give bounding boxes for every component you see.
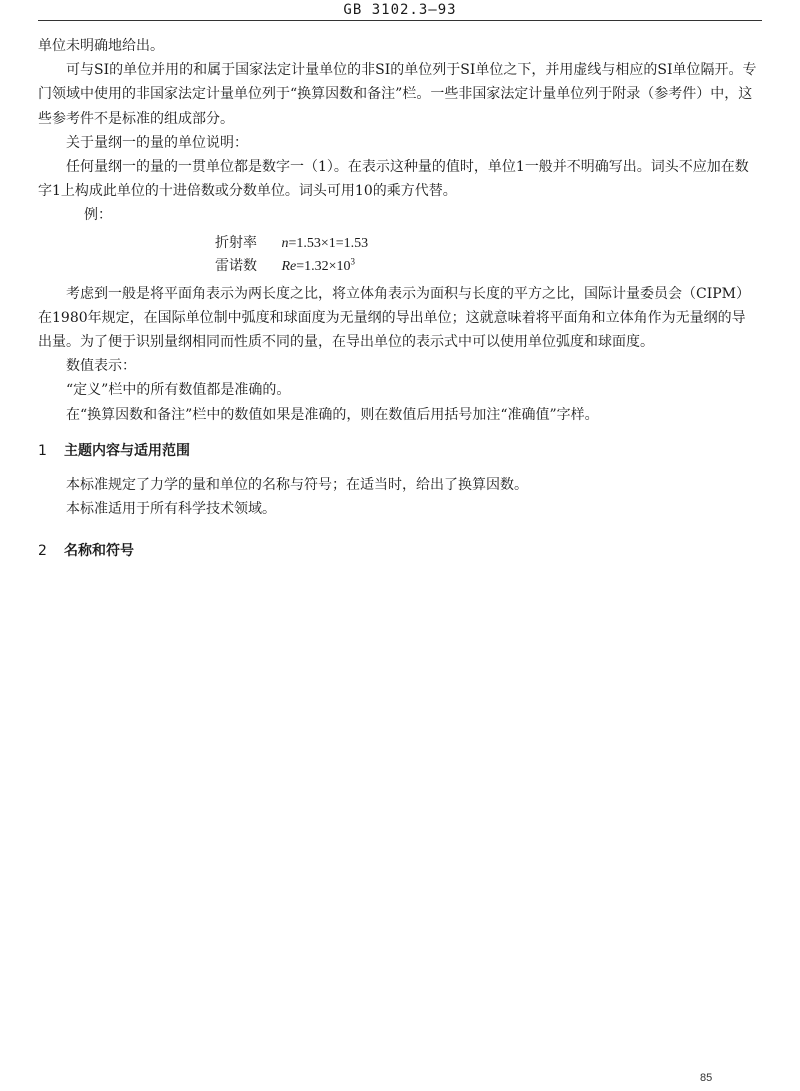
formula-symbol: n	[281, 235, 289, 251]
formula-value: =1.32×10	[296, 258, 351, 274]
formula-name: 雷诺数	[215, 257, 257, 274]
section-1-paragraph-application: 本标准适用于所有科学技术领域。	[66, 501, 276, 518]
section-title: 主题内容与适用范围	[64, 442, 190, 459]
section-2-heading	[38, 539, 758, 563]
header-rule	[38, 20, 762, 21]
formula-refractive-index	[215, 232, 758, 255]
paragraph-definition-exact: “定义”栏中的所有数值都是准确的。	[66, 382, 291, 399]
formula-exponent: 3	[350, 255, 356, 266]
example-formulas	[38, 232, 758, 278]
running-header: GB 3102.3—93	[343, 2, 457, 18]
document-body	[38, 34, 758, 564]
formula-expression	[281, 236, 368, 251]
paragraph-numeric-heading: 数值表示：	[66, 358, 136, 375]
page-number: 85	[700, 1072, 713, 1084]
paragraph-continuation: 单位未明确地给出。	[38, 38, 164, 54]
formula-symbol: Re	[281, 258, 297, 274]
section-1-paragraph-scope: 本标准规定了力学的量和单位的名称与符号；在适当时，给出了换算因数。	[66, 477, 528, 494]
section-1-heading	[38, 439, 758, 463]
section-title: 名称和符号	[64, 543, 134, 560]
section-number: 1	[38, 442, 47, 459]
section-1-body	[38, 473, 758, 521]
example-label: 例：	[84, 207, 112, 224]
formula-name: 折射率	[215, 234, 257, 251]
formula-reynolds-number	[215, 255, 758, 278]
paragraph-dimensionless-heading: 关于量纲一的量的单位说明：	[66, 134, 248, 151]
paragraph-non-si-units: 可与SI的单位并用的和属于国家法定计量单位的非SI的单位列于SI单位之下，并用虚线与相应的SI单位隔开。专门领域中使用的非国家法定计量单位列于“换算因数和备注”栏。一些非国家法定计量单位列于附录（参考件）中，这些参考件不是标准的组成部分。	[38, 62, 757, 127]
formula-value: =1.53×1=1.53	[288, 235, 369, 251]
paragraph-dimensionless-units: 任何量纲一的量的一贯单位都是数字一（1）。在表示这种量的值时，单位1一般并不明确写出。词头不应加在数字1上构成此单位的十进倍数或分数单位。词头可用10的乘方代替。	[38, 159, 749, 200]
paragraph-conversion-exact: 在“换算因数和备注”栏中的数值如果是准确的，则在数值后用括号加注“准确值”字样。	[66, 406, 599, 423]
section-number: 2	[38, 543, 47, 560]
paragraph-plane-solid-angle: 考虑到一般是将平面角表示为两长度之比，将立体角表示为面积与长度的平方之比，国际计量委员会（CIPM）在1980年规定，在国际单位制中弧度和球面度为无量纲的导出单位；这就意味着将平面角和立体角作为无量纲的导出量。为了便于识别量纲相同而性质不同的量，在导出单位的表示式中可以使用单位弧度和球面度。	[38, 285, 750, 351]
formula-expression	[281, 255, 356, 274]
